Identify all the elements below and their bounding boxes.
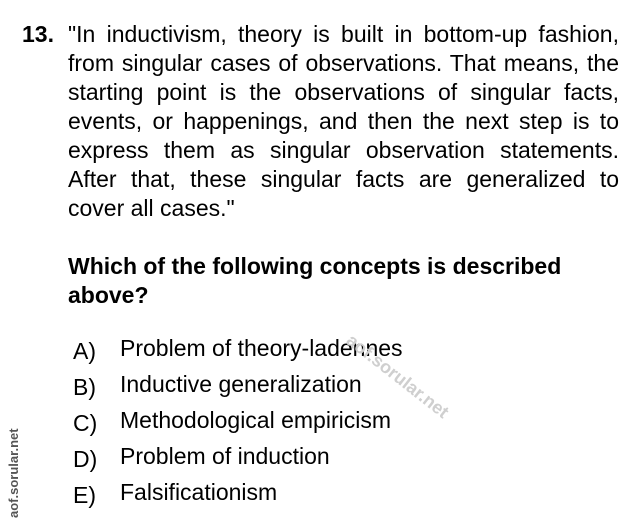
option-letter: C) <box>73 410 98 436</box>
diagonal-watermark: aof.sorular.net <box>342 330 453 423</box>
option-letter: B) <box>73 374 96 400</box>
option-text: Problem of induction <box>120 443 330 469</box>
option-d[interactable] <box>73 441 553 477</box>
option-letter: E) <box>73 482 96 508</box>
option-letter: A) <box>73 338 96 364</box>
option-text: Problem of theory-ladennes <box>120 335 403 361</box>
answer-options <box>73 333 553 513</box>
question-stem: "In inductivism, theory is built in bottom-up fashion, from singular cases of observations. That means, the starting point is the observations of singular facts, events, or happenings, and then the next step is to express them as singular observation statements. After that, these singular facts are generalized to cover all cases." <box>68 21 619 221</box>
side-watermark: aof.sorular.net <box>6 428 21 518</box>
question-number: 13. <box>22 21 54 47</box>
option-b[interactable] <box>73 369 553 405</box>
option-c[interactable] <box>73 405 553 441</box>
option-a[interactable] <box>73 333 553 369</box>
option-text: Methodological empiricism <box>120 407 391 433</box>
question-prompt: Which of the following concepts is described above? <box>68 253 562 308</box>
option-text: Inductive generalization <box>120 371 362 397</box>
option-e[interactable] <box>73 477 553 513</box>
option-text: Falsificationism <box>120 479 278 505</box>
option-letter: D) <box>73 446 98 472</box>
